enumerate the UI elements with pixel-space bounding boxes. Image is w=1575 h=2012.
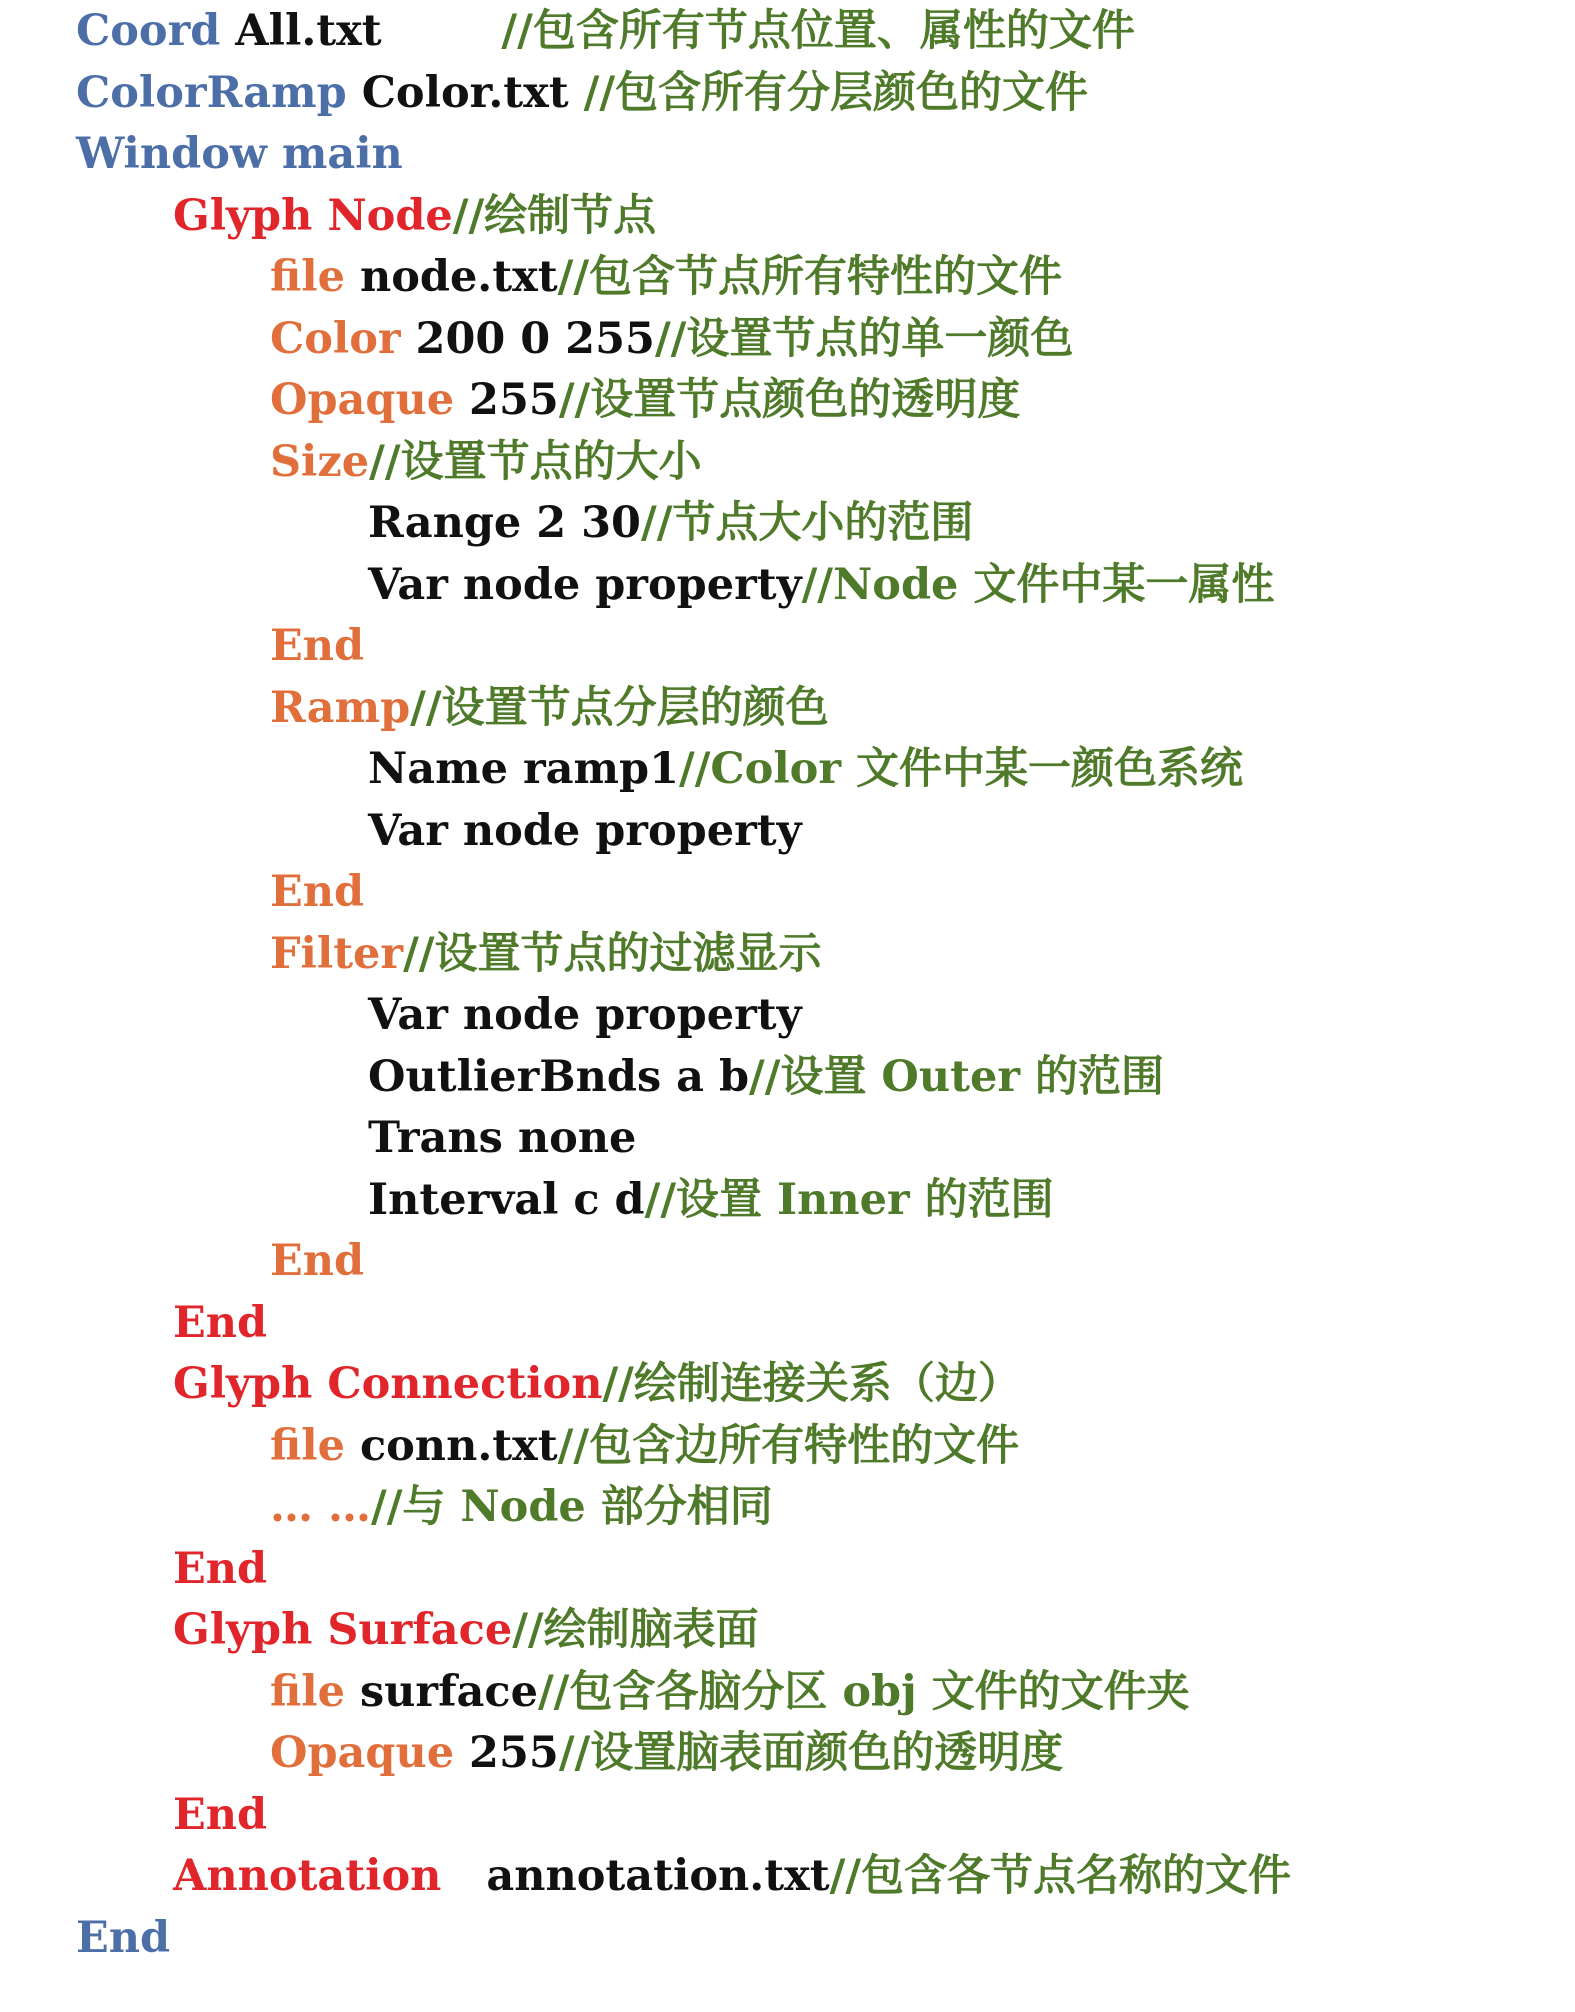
code-token: node.txt (359, 252, 558, 302)
code-token: End (173, 1543, 268, 1594)
code-comment: //设置节点的过滤显示 (403, 928, 822, 979)
code-comment: //Color 文件中某一颜色系统 (679, 744, 1243, 794)
code-comment: //包含各节点名称的文件 (829, 1851, 1292, 1901)
code-token: Trans none (368, 1113, 637, 1163)
code-comment: //包含节点所有特性的文件 (557, 252, 1063, 302)
code-line (368, 1046, 1164, 1108)
code-comment: //设置节点分层的颜色 (410, 682, 829, 733)
code-token: surface (359, 1666, 538, 1717)
code-token: Opaque (270, 1728, 470, 1778)
code-comment: //节点大小的范围 (640, 498, 974, 548)
code-token: Glyph Node (173, 190, 453, 241)
code-token: Glyph Surface (173, 1605, 513, 1655)
code-token: Var node property (368, 805, 802, 856)
code-token: Var node property (368, 990, 802, 1040)
code-token: ColorRamp (76, 67, 362, 118)
code-token: End (173, 1297, 268, 1348)
code-token: 255 (469, 1728, 559, 1778)
code-token: End (270, 867, 365, 917)
code-token: Filter (270, 928, 404, 979)
code-line (270, 308, 1073, 370)
code-line (270, 1476, 773, 1538)
code-line (270, 246, 1062, 308)
code-line (368, 492, 973, 554)
code-token: Annotation (173, 1851, 442, 1901)
code-line (173, 185, 656, 247)
code-token: Ramp (270, 682, 411, 733)
code-line (76, 0, 1135, 62)
code-token: file (270, 252, 360, 302)
code-token: Interval c d (368, 1174, 645, 1225)
code-line (173, 1292, 267, 1354)
code-token: End (173, 1789, 268, 1840)
code-comment: //绘制脑表面 (512, 1605, 759, 1655)
code-line (173, 1353, 1021, 1415)
code-comment: //与 Node 部分相同 (370, 1482, 773, 1532)
code-comment: //包含所有节点位置、属性的文件 (381, 6, 1135, 56)
code-line (76, 123, 403, 185)
code-line (173, 1538, 267, 1600)
code-token: OutlierBnds a b (368, 1051, 750, 1102)
code-comment: //包含所有分层颜色的文件 (583, 67, 1089, 118)
code-token: End (270, 1236, 365, 1286)
code-line (173, 1845, 1291, 1907)
code-line (76, 1907, 170, 1969)
code-token: 255 (469, 375, 559, 425)
code-line (270, 1415, 1019, 1477)
code-line (270, 861, 364, 923)
code-line (368, 554, 1274, 616)
code-token: Opaque (270, 375, 470, 425)
code-comment: //设置节点的大小 (369, 436, 702, 487)
code-token: … … (270, 1482, 371, 1532)
code-token: Name ramp1 (368, 744, 679, 794)
code-line (76, 62, 1088, 124)
code-token: End (270, 621, 365, 671)
code-comment: //绘制连接关系（边） (602, 1359, 1021, 1409)
code-token: Color.txt (361, 67, 584, 118)
code-token: Range 2 30 (368, 498, 641, 548)
code-token: 200 0 255 (415, 313, 655, 364)
code-line (270, 677, 829, 739)
code-token: conn.txt (359, 1420, 558, 1471)
code-comment: //设置脑表面颜色的透明度 (558, 1728, 1064, 1778)
code-line (270, 431, 702, 493)
code-line (368, 800, 802, 862)
code-line (270, 1722, 1063, 1784)
code-comment: //包含边所有特性的文件 (557, 1420, 1020, 1471)
code-token: Coord (76, 6, 236, 56)
code-token: annotation.txt (441, 1851, 830, 1901)
code-line (368, 1107, 636, 1169)
code-line (270, 923, 822, 985)
code-comment: //设置节点的单一颜色 (654, 313, 1074, 364)
code-line (270, 1661, 1190, 1723)
code-comment: //Node 文件中某一属性 (801, 559, 1275, 610)
code-comment: //设置 Inner 的范围 (644, 1174, 1054, 1225)
code-line (368, 1169, 1054, 1231)
code-line (173, 1784, 267, 1846)
code-comment: //绘制节点 (452, 190, 657, 241)
code-line (270, 615, 364, 677)
code-comment: //设置 Outer 的范围 (749, 1051, 1164, 1102)
code-line (368, 738, 1243, 800)
code-comment: //包含各脑分区 obj 文件的文件夹 (537, 1666, 1190, 1717)
code-token: Window main (76, 129, 403, 179)
code-token: Var node property (368, 559, 802, 610)
code-line (173, 1599, 759, 1661)
code-token: Color (270, 313, 416, 364)
code-comment: //设置节点颜色的透明度 (558, 375, 1021, 425)
code-token: Size (270, 436, 370, 487)
code-token: All.txt (235, 6, 382, 56)
code-line (270, 1230, 364, 1292)
code-token: file (270, 1420, 360, 1471)
code-token: file (270, 1666, 360, 1717)
code-token: End (76, 1912, 171, 1963)
code-token: Glyph Connection (173, 1359, 603, 1409)
code-line (368, 984, 802, 1046)
code-line (270, 369, 1020, 431)
